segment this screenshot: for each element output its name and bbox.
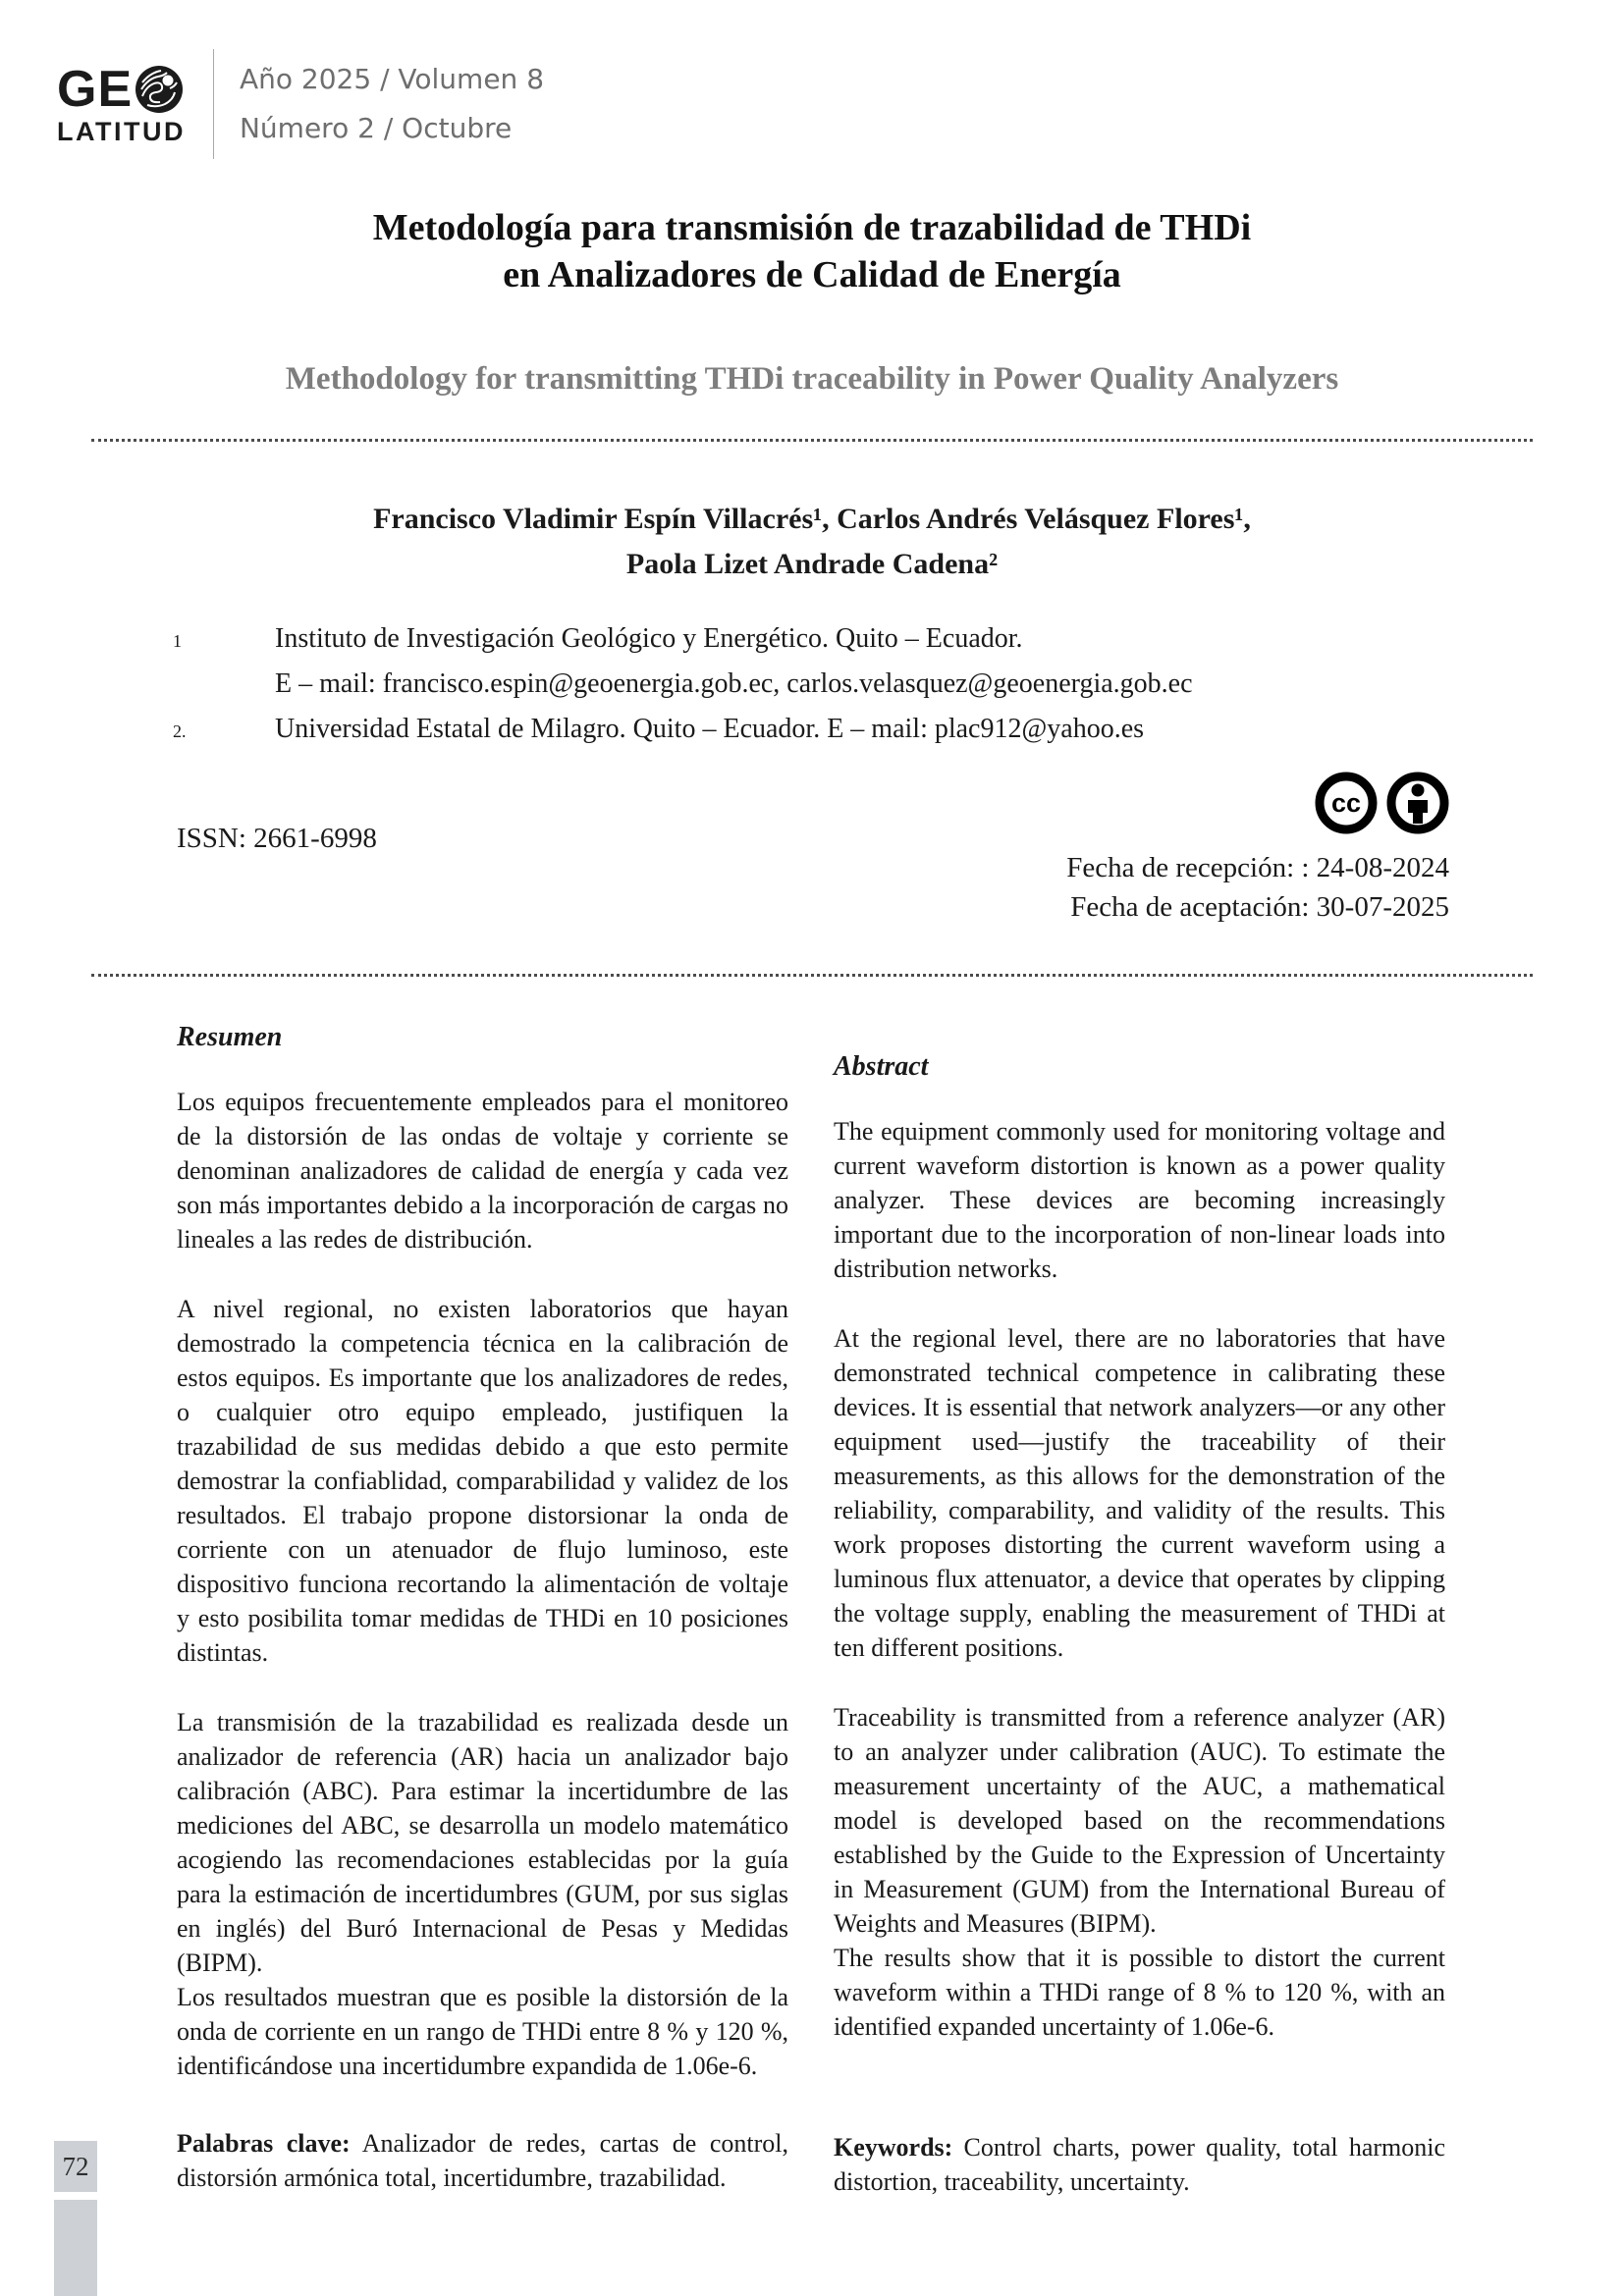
affiliation-1: [173, 616, 1447, 707]
footer-side-bar: [54, 2200, 97, 2296]
authors-line-2: Paola Lizet Andrade Cadena²: [625, 548, 999, 580]
affiliation-2: [173, 707, 1447, 754]
resumen-heading: Resumen: [177, 1022, 283, 1052]
abstract-paragraph-1: The equipment commonly used for monitoring voltage and current waveform distortion is known as a power quality analyzer. These devices are becoming increasingly important due to the incorporation of non-linear loads into distribution networks.: [834, 1117, 1445, 1283]
abstract-paragraph-4: The results show that it is possible to distort the current waveform within a THDi range of 8 % to 120 %, with an identified expanded uncertainty of 1.06e-6.: [834, 1944, 1445, 2041]
journal-header: [57, 49, 1624, 159]
geolatitud-logo: [57, 60, 186, 146]
meta-row: [177, 772, 1449, 927]
affiliation-1-institution: Instituto de Investigación Geológico y Energético. Quito – Ecuador.: [275, 623, 1023, 654]
article-title-spanish: Metodología para transmisión de trazabilidad de THDi en Analizadores de Calidad de Energía: [372, 207, 1252, 295]
page-number-badge: [54, 2141, 97, 2192]
palabras-clave-label: Palabras clave:: [177, 2129, 351, 2158]
journal-issue-info: [240, 55, 544, 153]
affiliation-2-institution: Universidad Estatal de Milagro. Quito – Ecuador. E – mail: plac912@yahoo.es: [275, 714, 1145, 744]
resumen-paragraph-3: La transmisión de la trazabilidad es realizada desde un analizador de referencia (AR) hacia un analizador bajo calibración (ABC). Para estimar la incertidumbre de las mediciones del ABC, se desarrolla un modelo matemático acogiendo las recomendaciones establecidas por la guía para la estimación de incertidumbres (GUM, por sus siglas en inglés) del Buró Internacional de Pesas y Medidas (BIPM).: [177, 1708, 788, 1977]
resumen-paragraph-1: Los equipos frecuentemente empleados para el monitoreo de la distorsión de las ondas de voltaje y corriente se denominan analizadores de calidad de energía y cada vez son más importantes debido a la incorporación de cargas no lineales a las redes de distribución.: [177, 1088, 788, 1254]
resumen-paragraph-2: A nivel regional, no existen laboratorios que hayan demostrado la competencia técnica en la calibración de estos equipos. Es importante que los analizadores de redes, o cualquier otro equipo empleado, justifiquen la trazabilidad de sus medidas debido a que esto permite demostrar la confiablidad, comparabilidad y validez de los resultados. El trabajo propone distorsionar la onda de corriente con un atenuador de flujo luminoso, este dispositivo funciona recortando la alimentación de voltaje y esto posibilita tomar medidas de THDi en 10 posiciones distintas.: [177, 1295, 788, 1667]
issn: ISSN: 2661-6998: [177, 823, 377, 854]
affiliation-2-marker: 2.: [173, 721, 187, 741]
dotted-separator-top: [91, 439, 1533, 442]
header-divider: [213, 49, 214, 159]
dates-block: [1066, 848, 1449, 927]
palabras-clave-text: Analizador de redes, cartas de control, distorsión armónica total, incertidumbre, trazabilidad.: [177, 2129, 788, 2192]
journal-year-volume: Año 2025 / Volumen 8: [239, 63, 545, 95]
abstract-spanish-column: [177, 1022, 788, 2199]
journal-number-month: Número 2 / Octubre: [239, 112, 513, 144]
globe-icon: [135, 65, 184, 114]
authors-line-1: Francisco Vladimir Espín Villacrés¹, Carlos Andrés Velásquez Flores¹,: [373, 503, 1251, 535]
palabras-clave: [177, 2126, 788, 2195]
cc-icon: [1315, 772, 1378, 834]
page-number: 72: [62, 2151, 89, 2181]
license-icons: [1315, 772, 1449, 834]
affiliation-1-emails: E – mail: francisco.espin@geoenergia.gob.ec, carlos.velasquez@geoenergia.gob.ec: [275, 668, 1193, 699]
resumen-paragraph-4: Los resultados muestran que es posible la distorsión de la onda de corriente en un rango de THDi entre 8 % y 120 %, identificándose una incertidumbre expandida de 1.06e-6.: [177, 1983, 788, 2080]
svg-text:cc: cc: [1330, 788, 1362, 818]
attribution-person-icon: [1386, 772, 1449, 834]
reception-date: Fecha de recepción: : 24-08-2024: [1066, 852, 1449, 883]
abstract-paragraph-2: At the regional level, there are no laboratories that have demonstrated technical competence in calibrating these devices. It is essential that network analyzers—or any other equipment used—justify the traceability of their measurements, as this allows for the demonstration of the reliability, comparability, and validity of the results. This work proposes distorting the current waveform using a luminous flux attenuator, a device that operates by clipping the voltage supply, enabling the measurement of THDi at ten different positions.: [834, 1324, 1445, 1662]
abstract-columns: [177, 1022, 1445, 2199]
keywords-label: Keywords:: [834, 2133, 953, 2162]
dotted-separator-bottom: [91, 974, 1533, 977]
article-title-english: Methodology for transmitting THDi traceability in Power Quality Analyzers: [285, 361, 1339, 397]
acceptance-date: Fecha de aceptación: 30-07-2025: [1070, 891, 1449, 923]
keywords: [834, 2130, 1445, 2199]
logo-text-latitud: LATITUD: [57, 116, 186, 146]
affiliations-block: [173, 616, 1447, 754]
keywords-text: Control charts, power quality, total harmonic distortion, traceability, uncertainty.: [834, 2133, 1445, 2196]
affiliation-1-marker: 1: [173, 631, 182, 651]
abstract-heading: Abstract: [834, 1051, 929, 1082]
abstract-paragraph-3: Traceability is transmitted from a reference analyzer (AR) to an analyzer under calibration (AUC). To estimate the measurement uncertainty of the AUC, a mathematical model is developed based on the recommendations established by the Guide to the Expression of Uncertainty in Measurement (GUM) from the International Bureau of Weights and Measures (BIPM).: [834, 1703, 1445, 1938]
logo-text-ge: GE: [57, 60, 134, 118]
abstract-english-column: [834, 1022, 1445, 2199]
authors-block: [0, 497, 1624, 587]
